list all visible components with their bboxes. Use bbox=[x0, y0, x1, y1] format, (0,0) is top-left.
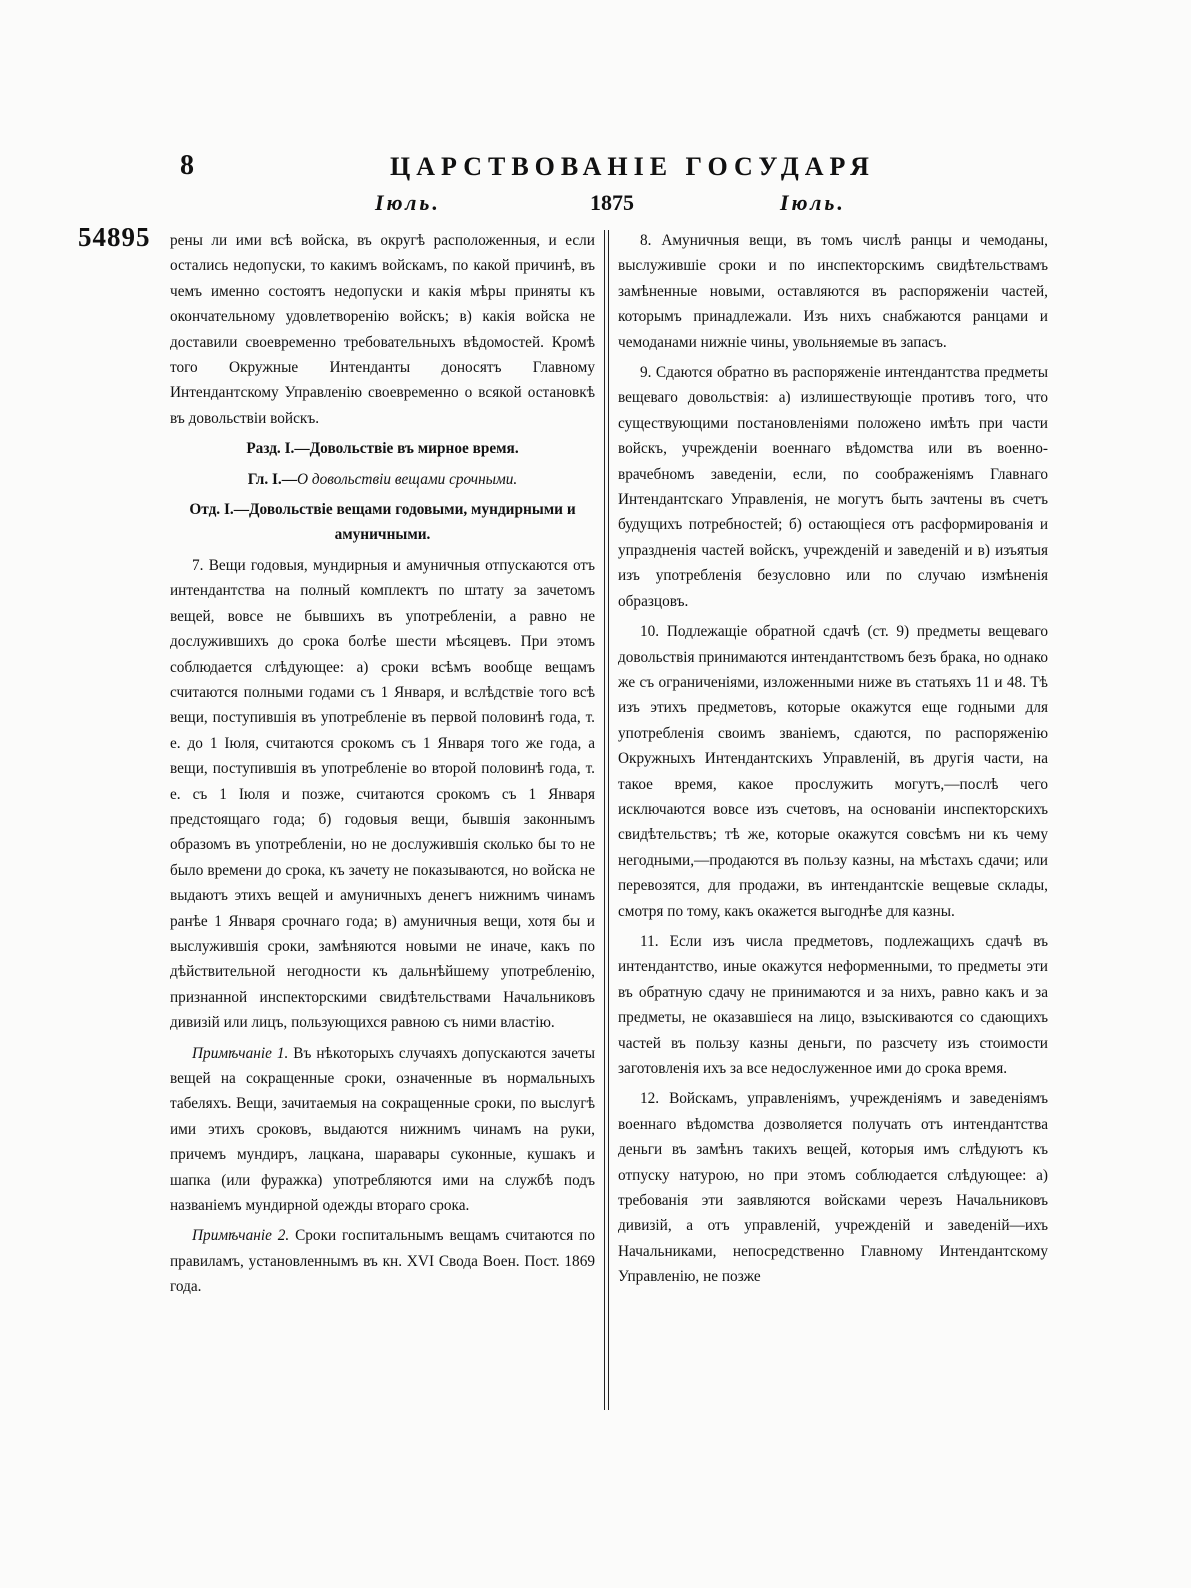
law-number: 54895 bbox=[78, 222, 151, 252]
article-text: Войскамъ, управленіямъ, учрежденіямъ и заведеніямъ военнаго вѣдомства дозволяется получать отъ интендантства деньги въ замѣнъ такихъ вещей, которыя имъ слѣдуютъ къ отпуску натурою, но при этомъ соблюдается слѣдующее: а) требованія эти заявляются войсками черезъ Начальниковъ дивизій, а отъ управленій, учрежденій и заведеній—ихъ Начальниками, непосредственно Главному Интендантскому Управленію, не позже bbox=[618, 1090, 1048, 1286]
article-text: Амуничныя вещи, въ томъ числѣ ранцы и чемоданы, выслужившіе сроки и по инспекторскимъ свидѣтельствамъ замѣненные новыми, оставляются въ распоряженіи частей, которымъ принадлежали. Изъ нихъ снабжаются ранцами и чемоданами нижніе чины, увольняемые въ запасъ. bbox=[618, 232, 1049, 351]
article-number: 12. bbox=[640, 1090, 660, 1108]
article-10 bbox=[618, 619, 1048, 924]
article-number: 7. bbox=[192, 556, 204, 574]
paragraph-continued: рены ли ими всѣ войска, въ округѣ расположенныя, и если остались недопуски, то какимъ войскамъ, по какой причинѣ, въ чемъ именно состоятъ недопуски и какія мѣры приняты къ окончательному удовлетворенію войскъ; в) какія войска не доставили своевременно требовательныхъ вѣдомостей. Кромѣ того Окружные Интенданты доносятъ Главному Интендантскому Управленію своевременно о всякой остановкѣ въ довольствіи войскъ. bbox=[170, 232, 595, 427]
month-right: Іюль. bbox=[780, 190, 846, 215]
article-text: Вещи годовыя, мундирныя и амуничныя отпускаются отъ интендантства на полный комплектъ по штату за зачетомъ вещей, вовсе не бывшихъ въ употребленіи, а равно не дослужившихъ до срока болѣе шести мѣсяцевъ. При этомъ соблюдается слѣдующее: а) сроки всѣмъ вообще вещамъ считаются полными годами съ 1 Января, и вслѣдствіе того всѣ вещи, поступившія въ употребленіе въ первой половинѣ года, т. е. до 1 Іюля, считаются срокомъ съ 1 Января того же года, а вещи, поступившія въ употребленіе во второй половинѣ года, т. е. съ 1 Іюля и позже, считаются срокомъ съ 1 Января предстоящаго года; б) годовыя вещи, бывшія законнымъ образомъ въ употребленіи, но не дослужившія сколько бы то не было времени до срока, къ зачету не показываются, но войска не выдаютъ этихъ вещей и амуничныхъ денегъ нижнимъ чинамъ ранѣе 1 Января срочнаго года; в) амуничныя вещи, хотя бы и выслужившія сроки, замѣняются новыми не иначе, какъ по дѣйствительной негодности къ дальнѣйшему употребленію, признанной инспекторскими свидѣтельствами Начальниковъ дивизій или лицъ, пользующихся равною съ ними властію. bbox=[170, 556, 596, 1032]
column-divider bbox=[604, 230, 609, 1410]
page-number: 8 bbox=[180, 150, 194, 181]
left-column bbox=[170, 228, 595, 1305]
article-12 bbox=[618, 1086, 1048, 1289]
note-text: Въ нѣкоторыхъ случаяхъ допускаются зачеты вещей на сокращенные сроки, означенные въ нормальныхъ табеляхъ. Вещи, зачитаемыя на сокращенные сроки, по выслугѣ ими этихъ сроковъ, выдаются нижнимъ чинамъ на руки, причемъ мундиръ, лацкана, шаравары суконные, кушакъ и шапка (или фуражка) употребляются ими на службѣ подъ названіемъ мундирной одежды втораго срока. bbox=[170, 1044, 595, 1215]
article-text: Сдаются обратно въ распоряженіе интендантства предметы вещеваго довольствія: а) излишествующіе противъ того, что существующими постановленіями положено имѣть при части войскъ, учрежденіи военнаго вѣдомства или въ военно-врачебномъ заведеніи, если, по соображеніямъ Главнаго Интендантскаго Управленія, не могутъ быть зачтены въ счетъ будущихъ потребностей; б) остающіеся отъ расформированія и упраздненія частей войскъ, учрежденій и заведеній и в) изъятыя изъ употребленія безусловно или по случаю измѣненія образцовъ. bbox=[618, 364, 1049, 610]
article-number: 9. bbox=[640, 364, 652, 382]
department-heading: Отд. I.—Довольствіе вещами годовыми, мундирными и амуничными. bbox=[189, 501, 576, 544]
note-label: Примѣчаніе 1. bbox=[192, 1044, 289, 1062]
article-9 bbox=[618, 360, 1048, 614]
article-number: 10. bbox=[640, 623, 660, 641]
month-left: Іюль. bbox=[375, 190, 441, 215]
article-8 bbox=[618, 228, 1048, 355]
article-number: 11. bbox=[640, 932, 659, 950]
chapter-title: О довольствіи вещами срочными. bbox=[297, 470, 518, 488]
note-text: Сроки госпитальнымъ вещамъ считаются по правиламъ, установленнымъ въ кн. XVI Свода Воен. Пост. 1869 года. bbox=[170, 1227, 596, 1296]
running-header bbox=[170, 150, 1050, 190]
running-title: ЦАРСТВОВАНІЕ ГОСУДАРЯ bbox=[390, 152, 875, 181]
section-heading: Разд. I.—Довольствіе въ мирное время. bbox=[246, 440, 519, 458]
article-text: Если изъ числа предметовъ, подлежащихъ сдачѣ въ интендантство, иные окажутся неформенными, то предметы эти въ обратную сдачу не принимаются и за нихъ, равно какъ и за предметы, не оказавшіеся на лицо, взыскиваются со сдающихъ частей въ пользу казны деньги, по разсчету изъ стоимости заготовленія ихъ за все недослуженное ими до срока время. bbox=[618, 932, 1048, 1077]
article-7 bbox=[170, 553, 595, 1036]
right-column bbox=[618, 228, 1048, 1295]
article-number: 8. bbox=[640, 232, 652, 249]
chapter-heading bbox=[170, 467, 595, 492]
chapter-label: Гл. I.— bbox=[247, 470, 298, 488]
note-label: Примѣчаніе 2. bbox=[192, 1227, 290, 1245]
note-2 bbox=[170, 1223, 595, 1299]
date-header bbox=[170, 190, 1050, 224]
note-1 bbox=[170, 1041, 595, 1219]
article-text: Подлежащіе обратной сдачѣ (ст. 9) предметы вещеваго довольствія принимаются интендантствомъ безъ брака, но однако же съ ограниченіями, изложенными ниже въ статьяхъ 11 и 48. Тѣ изъ этихъ предметовъ, которые окажутся еще годными для употребленія своимъ званіемъ, сдаются, по распоряженію Окружныхъ Интендантскихъ Управленій, въ другія части, на такое время, какое прослужить могутъ,—послѣ чего исключаются вовсе изъ счетовъ, на основаніи инспекторскихъ свидѣтельствъ; тѣ же, которые окажутся совсѣмъ ни къ чему негодными,—продаются въ пользу казны, на мѣстахъ сдачи; или перевозятся, для продажи, въ интендантскіе вещевые склады, смотря по тому, какъ окажется выгоднѣе для казны. bbox=[618, 623, 1048, 920]
article-11 bbox=[618, 929, 1048, 1081]
year: 1875 bbox=[590, 190, 634, 215]
